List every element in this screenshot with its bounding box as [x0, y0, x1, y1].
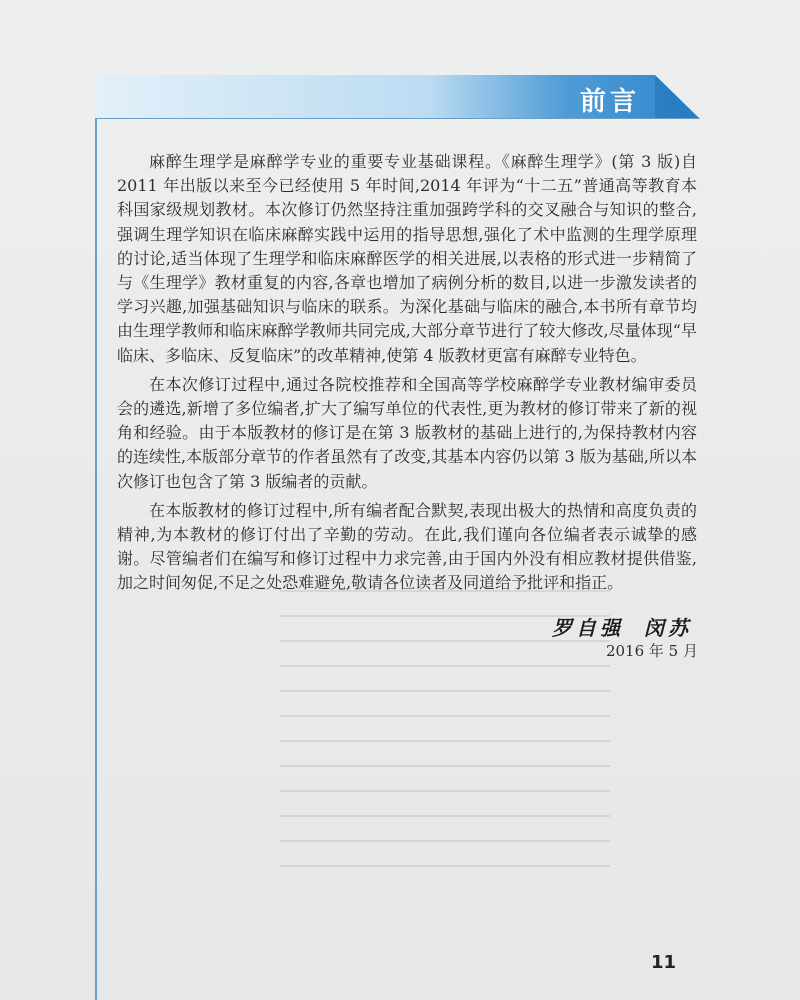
paragraph: 在本次修订过程中,通过各院校推荐和全国高等学校麻醉学专业教材编审委员会的遴选,新增了多位编者,扩大了编写单位的代表性,更为教材的修订带来了新的视角和经验。由于本版教材的修订是在第 3 版教材的基础上进行的,为保持教材内容的连续性,本版部分章节的作者虽然有了改变,其基本内容仍以第 3 版为基础,所以本次修订也包含了第 3 版编者的贡献。 — [117, 374, 697, 491]
header-banner — [95, 75, 700, 119]
left-frame-line — [95, 119, 97, 1000]
show-through-text — [280, 590, 610, 940]
date-line: 2016 年 5 月 — [605, 642, 698, 660]
paragraph: 麻醉生理学是麻醉学专业的重要专业基础课程。《麻醉生理学》(第 3 版)自 2011 年出版以来至今已经使用 5 年时间,2014 年评为“十二五”普通高等教育本科国家级规划教材。本次修订仍然坚持注重加强跨学科的交叉融合与知识的整合,强调生理学知识在临床麻醉实践中运用的指导思想,强化了术中监测的生理学原理的讨论,适当体现了生理学和临床麻醉医学的相关进展,以表格的形式进一步精简了与《生理学》教材重复的内容,各章也增加了病例分析的数目,以进一步激发读者的学习兴趣,加强基础知识与临床的联系。为深化基础与临床的融合,本书所有章节均由生理学教师和临床麻醉学教师共同完成,大部分章节进行了较大修改,尽量体现“早临床、多临床、反复临床”的改革精神,使第 4 版教材更富有麻醉专业特色。 — [117, 152, 697, 365]
preface-body — [117, 150, 697, 601]
author-name: 罗自强 — [552, 616, 624, 640]
page-number: 11 — [650, 952, 676, 973]
author-name: 闵苏 — [644, 616, 692, 640]
paragraph: 在本版教材的修订过程中,所有编者配合默契,表现出极大的热情和高度负责的精神,为本教材的修订付出了辛勤的劳动。在此,我们谨向各位编者表示诚挚的感谢。尽管编者们在编写和修订过程中力求完善,由于国内外没有相应教材提供借鉴,加之时间匆促,不足之处恐难避免,敬请各位读者及同道给予批评和指正。 — [117, 500, 697, 593]
page-title: 前言 — [579, 87, 640, 117]
author-signature — [552, 612, 692, 641]
